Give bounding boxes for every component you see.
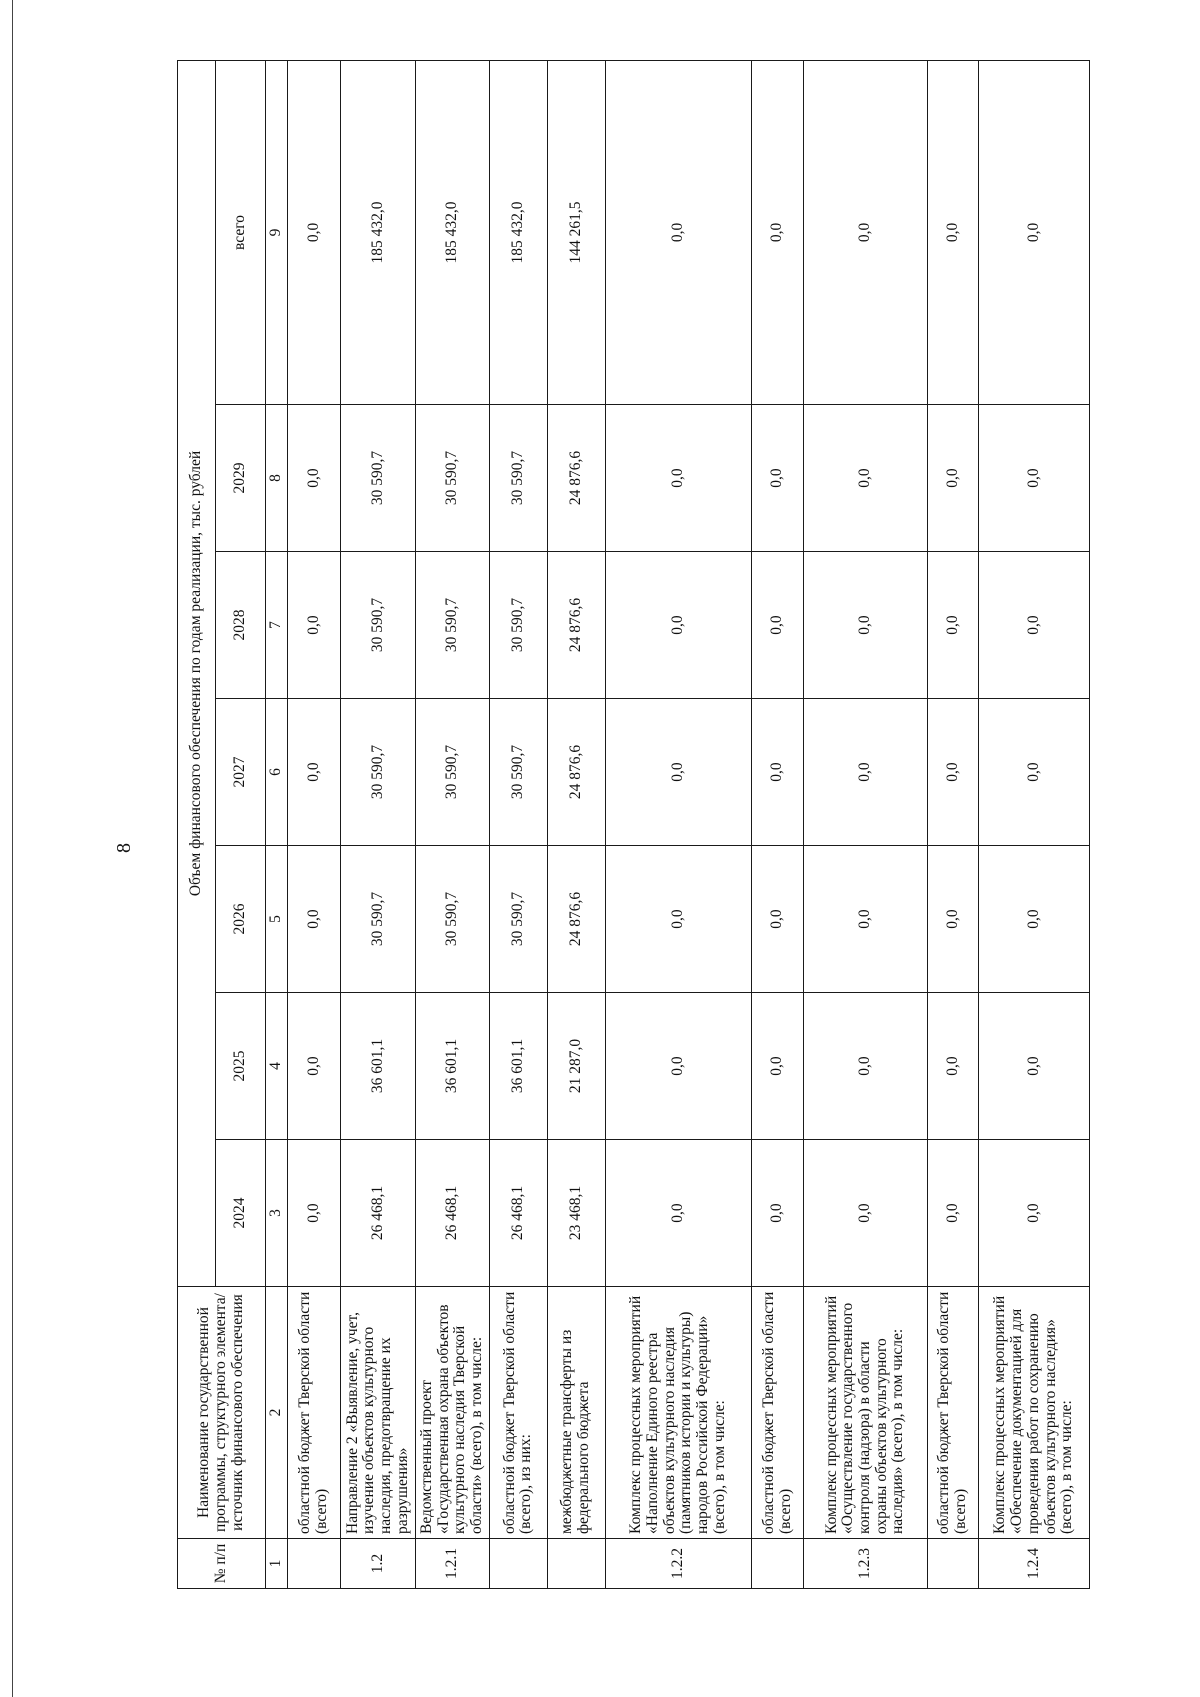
value-cell: 30 590,7 [341, 552, 415, 699]
value-cell: 0,0 [752, 1140, 804, 1287]
total-cell: 185 432,0 [489, 60, 547, 404]
value-cell: 26 468,1 [415, 1140, 489, 1287]
value-cell: 0,0 [927, 846, 979, 993]
header-row-top [178, 60, 216, 1588]
header-group-title: Объем финансового обеспечения по годам реализации, тыс. рублей [178, 60, 216, 1286]
total-cell: 144 261,5 [547, 60, 605, 404]
value-cell: 0,0 [979, 993, 1090, 1140]
table-row [803, 60, 927, 1588]
index-cell: 8 [266, 405, 288, 552]
value-cell: 0,0 [979, 699, 1090, 846]
row-num [927, 1539, 979, 1589]
table-row [489, 60, 547, 1588]
value-cell: 24 876,6 [547, 846, 605, 993]
total-cell: 0,0 [979, 60, 1090, 404]
index-cell: 3 [266, 1140, 288, 1287]
row-num [489, 1539, 547, 1589]
value-cell: 0,0 [979, 552, 1090, 699]
total-cell: 0,0 [803, 60, 927, 404]
value-cell: 0,0 [752, 405, 804, 552]
value-cell: 30 590,7 [489, 405, 547, 552]
value-cell: 30 590,7 [341, 699, 415, 846]
value-cell: 0,0 [927, 405, 979, 552]
value-cell: 0,0 [803, 1140, 927, 1287]
value-cell: 24 876,6 [547, 552, 605, 699]
header-year-2027: 2027 [216, 699, 266, 846]
value-cell: 24 876,6 [547, 405, 605, 552]
total-cell: 0,0 [927, 60, 979, 404]
header-year-2025: 2025 [216, 993, 266, 1140]
value-cell: 30 590,7 [415, 846, 489, 993]
row-num: 1.2.2 [605, 1539, 752, 1589]
row-num: 1.2.3 [803, 1539, 927, 1589]
value-cell: 36 601,1 [341, 993, 415, 1140]
index-cell: 1 [266, 1539, 288, 1589]
table-row [752, 60, 804, 1588]
value-cell: 0,0 [752, 846, 804, 993]
index-cell: 4 [266, 993, 288, 1140]
value-cell: 0,0 [287, 993, 341, 1140]
value-cell: 0,0 [979, 1140, 1090, 1287]
row-num [547, 1539, 605, 1589]
value-cell: 30 590,7 [489, 699, 547, 846]
value-cell: 0,0 [927, 993, 979, 1140]
value-cell: 0,0 [979, 405, 1090, 552]
value-cell: 23 468,1 [547, 1140, 605, 1287]
value-cell: 30 590,7 [489, 552, 547, 699]
value-cell: 0,0 [605, 552, 752, 699]
value-cell: 0,0 [287, 699, 341, 846]
table-row [547, 60, 605, 1588]
value-cell: 0,0 [979, 846, 1090, 993]
row-name: областной бюджет Тверской области (всего) [287, 1287, 341, 1539]
financing-table [177, 60, 1090, 1589]
value-cell: 0,0 [605, 846, 752, 993]
value-cell: 0,0 [803, 993, 927, 1140]
value-cell: 0,0 [927, 699, 979, 846]
value-cell: 0,0 [803, 405, 927, 552]
rotated-table-wrapper [177, 111, 1090, 1589]
row-name: Комплекс процессных мероприятий «Обеспечение документацией для проведения работ по сохранению объектов культурного наследия» (всего), в том числе: [979, 1287, 1090, 1539]
value-cell: 0,0 [803, 846, 927, 993]
value-cell: 0,0 [605, 405, 752, 552]
index-cell: 6 [266, 699, 288, 846]
index-cell: 7 [266, 552, 288, 699]
table-row [979, 60, 1090, 1588]
header-year-2024: 2024 [216, 1140, 266, 1287]
row-name: Комплекс процессных мероприятий «Осуществление государственного контроля (надзора) в области охраны объектов культурного наследия» (всего), в том числе: [803, 1287, 927, 1539]
value-cell: 36 601,1 [415, 993, 489, 1140]
value-cell: 0,0 [287, 1140, 341, 1287]
page-number: 8 [113, 843, 135, 853]
table-row [287, 60, 341, 1588]
value-cell: 30 590,7 [415, 552, 489, 699]
row-name: областной бюджет Тверской области (всего) [927, 1287, 979, 1539]
value-cell: 26 468,1 [489, 1140, 547, 1287]
value-cell: 0,0 [605, 1140, 752, 1287]
header-year-2029: 2029 [216, 405, 266, 552]
row-num [752, 1539, 804, 1589]
value-cell: 26 468,1 [341, 1140, 415, 1287]
total-cell: 185 432,0 [341, 60, 415, 404]
row-name: Ведомственный проект «Государственная охрана объектов культурного наследия Тверской области» (всего), в том числе: [415, 1287, 489, 1539]
value-cell: 0,0 [803, 699, 927, 846]
header-year-2026: 2026 [216, 846, 266, 993]
value-cell: 24 876,6 [547, 699, 605, 846]
value-cell: 0,0 [287, 846, 341, 993]
value-cell: 0,0 [605, 993, 752, 1140]
value-cell: 0,0 [605, 699, 752, 846]
table-row [605, 60, 752, 1588]
value-cell: 0,0 [752, 699, 804, 846]
table-row [415, 60, 489, 1588]
row-num: 1.2.4 [979, 1539, 1090, 1589]
index-cell: 9 [266, 60, 288, 404]
row-num [287, 1539, 341, 1589]
value-cell: 0,0 [803, 552, 927, 699]
value-cell: 0,0 [752, 552, 804, 699]
total-cell: 0,0 [752, 60, 804, 404]
header-num: № п/п [178, 1539, 266, 1589]
table-row [341, 60, 415, 1588]
value-cell: 30 590,7 [415, 405, 489, 552]
total-cell: 185 432,0 [415, 60, 489, 404]
value-cell: 0,0 [287, 552, 341, 699]
value-cell: 0,0 [927, 552, 979, 699]
value-cell: 30 590,7 [415, 699, 489, 846]
value-cell: 30 590,7 [341, 846, 415, 993]
value-cell: 30 590,7 [489, 846, 547, 993]
value-cell: 36 601,1 [489, 993, 547, 1140]
total-cell: 0,0 [605, 60, 752, 404]
table-row [927, 60, 979, 1588]
value-cell: 0,0 [287, 405, 341, 552]
value-cell: 21 287,0 [547, 993, 605, 1140]
row-name: Направление 2 «Выявление, учет, изучение объектов культурного наследия, предотвращение их разрушения» [341, 1287, 415, 1539]
header-name: Наименование государственной программы, структурного элемента/источник финансового обеспечения [178, 1287, 266, 1539]
row-name: межбюджетные трансферты из федерального бюджета [547, 1287, 605, 1539]
index-cell: 5 [266, 846, 288, 993]
row-name: областной бюджет Тверской области (всего) [752, 1287, 804, 1539]
value-cell: 0,0 [927, 1140, 979, 1287]
row-num: 1.2 [341, 1539, 415, 1589]
row-num: 1.2.1 [415, 1539, 489, 1589]
header-year-2028: 2028 [216, 552, 266, 699]
index-cell: 2 [266, 1287, 288, 1539]
value-cell: 30 590,7 [341, 405, 415, 552]
scan-edge-left [12, 0, 13, 1697]
row-name: Комплекс процессных мероприятий «Наполнение Единого реестра объектов культурного наследия (памятников истории и культуры) народов Российской Федерации» (всего), в том числе: [605, 1287, 752, 1539]
header-total: всего [216, 60, 266, 404]
header-index-row [266, 60, 288, 1588]
row-name: областной бюджет Тверской области (всего), из них: [489, 1287, 547, 1539]
value-cell: 0,0 [752, 993, 804, 1140]
total-cell: 0,0 [287, 60, 341, 404]
